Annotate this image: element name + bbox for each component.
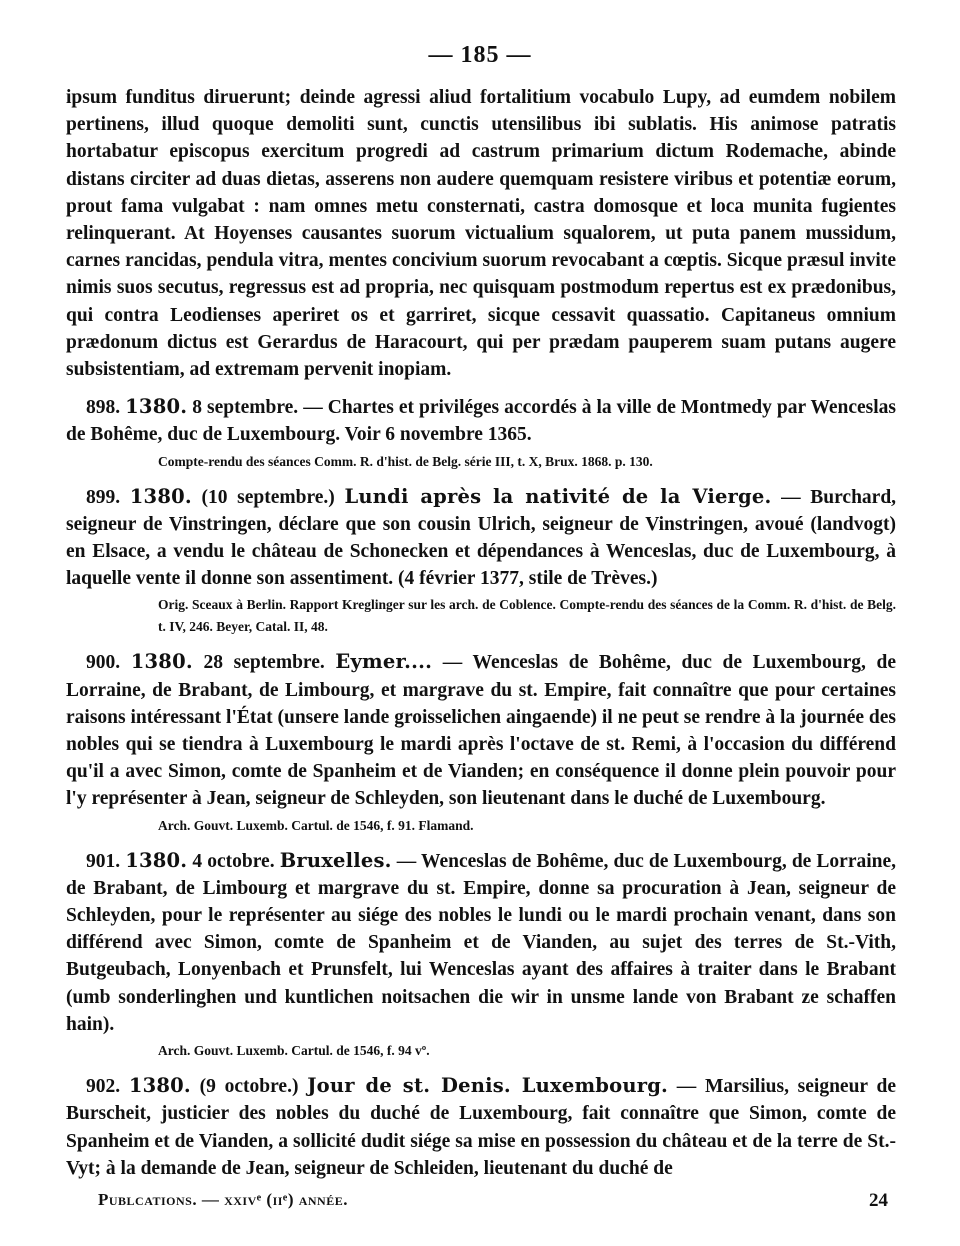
footer-signature-number: 24 [869,1190,888,1211]
entry-900 [66,648,896,812]
entry-year: 1380. [130,650,193,674]
entry-text: — Wenceslas de Bohême, duc de Luxembourg, de Lorraine, de Brabant, de Limbourg et margrave du st. Empire, donne sa procuration à Jean, seigneur de Schleyden, pour le représenter au siége des nobles le lundi ou le mardi prochain venant, dans son différend avec Simon, comte de Spanheim et de Vianden, au sujet des terres de St.-Vith, Butgeubach, Lonyenbach et Prunsfelt, lui Wenceslas ayant des affaires à traiter dans le Brabant (umb sonderlinghen und kuntlichen noitsachen die wir in unsme lande von Brabant ze schaffen hain). [66,850,897,1035]
footer-publication: Publcations. — xxivᵉ (iiᵉ) année. [98,1190,348,1209]
page-footer [98,1190,888,1212]
entry-text: — Chartes et priviléges accordés à la ville de Montmedy par Wenceslas de Bohême, duc de Luxembourg. Voir 6 novembre 1365. [66,397,897,446]
entry-year: 1380. [125,848,188,872]
entry-heading: Eymer.... [335,650,433,674]
entry-901 [66,847,896,1038]
entry-source: Compte-rendu des séances Comm. R. d'hist. de Belg. série III, t. X, Brux. 1868. p. 130. [158,453,653,469]
opening-paragraph: ipsum funditus diruerunt; deinde agressi aliud fortalitium vocabulo Lupy, ad eumdem nobilem pertinens, illud quoque demoliti sunt, cunctis utensilibus ibi sublatis. His animose patratis hortabatur episcopus exercitum progredi ad castrum primarium dictum Rodemache, abinde distans circiter ad duas dietas, asserens non audere quemquam resistere viribus et potentiæ eorum, prout fama vulgabat : nam omnes metu consternati, castra domosque et loca munita fugientes relinquerant. At Hoyenses causantes suorum victualium squalorem, ut puta panem mussidum, carnes rancidas, pendula vitra, mentes concivium suorum revocabant a cœptis. Sicque præsul invite nimis suos secutus, regressus est ad propria, nec quisquam postmodum repertus est ex prædonibus, qui contra Leodienses aperiret os et garriret, sicque cessavit quassatio. Capitaneus omnium prædonum dictus est Gerardus de Haracourt, qui per prædam pauperem suam putans augere subsistentiam, ad extremam pervenit inopiam. [66,87,896,381]
entry-number: 898. [86,397,121,419]
entry-year: 1380. [128,1074,191,1098]
entry-heading: Lundi après la nativité de la Vierge. [344,484,772,508]
entry-number: 899. [86,486,121,508]
entry-text: — Marsilius, seigneur de Burscheit, justicier des nobles du duché de Luxembourg, fait connaître que Simon, comte de Spanheim et de Vianden, a sollicité dudit siége sa mise en possession du château et de la terre de St.-Vyt; à la demande de Jean, seigneur de Schleiden, lieutenant du duché de [66,1076,896,1179]
entry-text: — Wenceslas de Bohême, duc de Luxembourg, de Lorraine, de Brabant, de Limbourg, et margrave du st. Empire, fait connaître que pour certaines raisons intéressant l'État (unsere lande groisselichen aingaende) il ne peut se rendre à la journée des nobles qui se tiendra à Luxembourg le mardi après l'octave de st. Remi, à l'occasion du différend qu'il a avec Simon, comte de Spanheim et de Vianden; en conséquence il donne plein pouvoir pour l'y représenter à Jean, seigneur de Schleyden, son lieutenant dans le duché de Luxembourg. [66,652,897,810]
entry-heading: Bruxelles. [279,848,392,872]
entry-source: Orig. Sceaux à Berlin. Rapport Kreglinger sur les arch. de Coblence. Compte-rendu des séances de la Comm. R. d'hist. de Belg. t. IV, 246. Beyer, Catal. II, 48. [158,597,896,635]
entry-898 [66,393,896,448]
page-number: — 185 — [428,42,532,68]
entry-date: 4 octobre. [192,850,275,872]
page-body [66,84,896,1182]
entry-date: (9 octobre.) [199,1076,299,1098]
entry-902 [66,1072,896,1182]
entry-heading: Jour de st. Denis. Luxembourg. [307,1074,669,1098]
entry-text: — Burchard, seigneur de Vinstringen, déclare que son cousin Ulrich, seigneur de Vinstringen, avoué (landvogt) en Elsace, a vendu le château de Schonecken et dépendances à Wenceslas, duc de Luxembourg, à laquelle vente il donne son assentiment. (4 février 1377, stile de Trèves.) [66,486,897,590]
entry-number: 902. [86,1076,121,1098]
entry-date: 8 septembre. [192,397,299,419]
entry-year: 1380. [125,395,188,419]
entry-year: 1380. [129,484,192,508]
entry-date: (10 septembre.) [201,486,335,508]
entry-number: 901. [86,850,121,872]
entry-number: 900. [86,652,121,674]
entry-899 [66,483,896,593]
entry-source: Arch. Gouvt. Luxemb. Cartul. de 1546, f. 94 vº. [158,1043,430,1059]
entry-date: 28 septembre. [203,652,325,674]
entry-source: Arch. Gouvt. Luxemb. Cartul. de 1546, f. 91. Flamand. [158,817,474,833]
